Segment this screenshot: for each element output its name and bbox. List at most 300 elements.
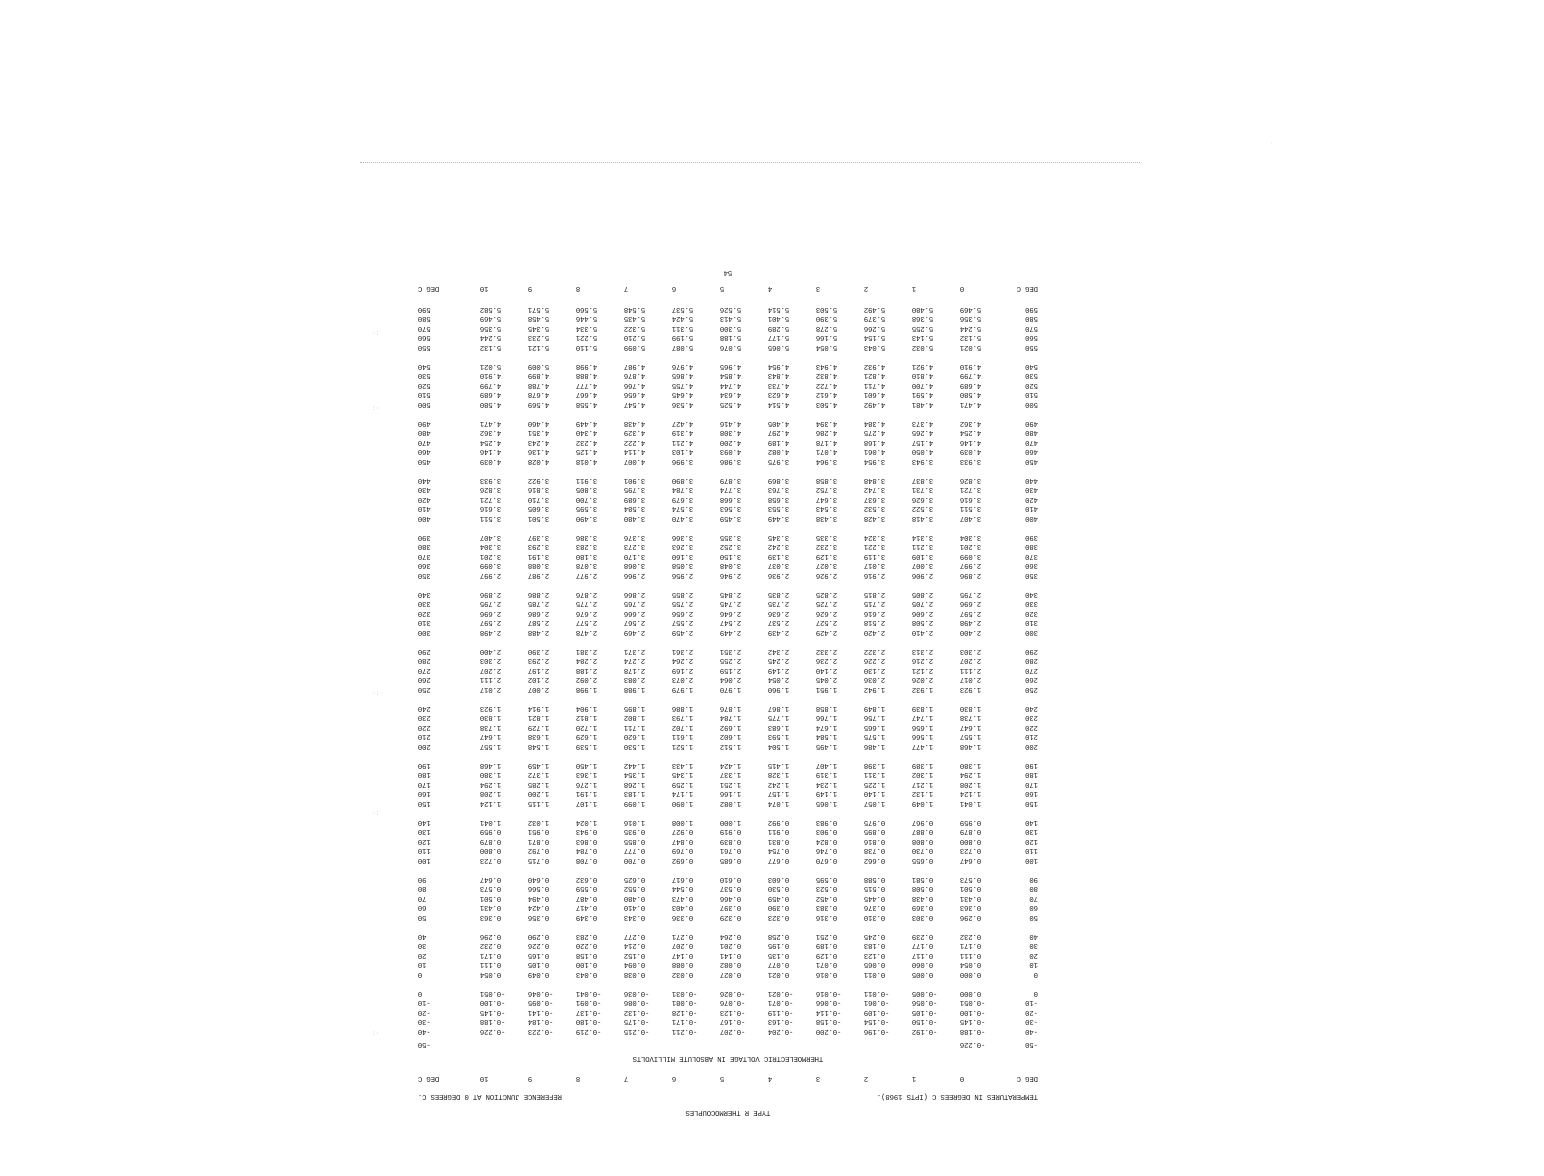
table-cell-6: 1.876 xyxy=(720,704,742,712)
table-cell-7: 1.174 xyxy=(672,789,694,798)
table-row xyxy=(418,770,1038,778)
table-cell-11: 4.362 xyxy=(480,428,502,437)
table-cell-8: 3.170 xyxy=(624,551,646,560)
table-cell-4: 2.045 xyxy=(816,675,838,684)
table-cell-10: -0.095 xyxy=(528,998,554,1007)
table-cell-1: 1.294 xyxy=(960,770,982,779)
table-cell-12: 500 xyxy=(418,399,431,408)
table-cell-2: 2.606 xyxy=(912,608,934,617)
table-cell-5: 1.683 xyxy=(768,722,790,731)
table-cell-1: 3.826 xyxy=(960,476,982,484)
table-cell-9: 4.018 xyxy=(576,456,598,465)
table-cell-0: 200 xyxy=(1025,741,1038,750)
table-row xyxy=(418,780,1038,788)
table-cell-2: 3.418 xyxy=(912,513,934,522)
table-row xyxy=(418,438,1038,446)
table-cell-3: 3.017 xyxy=(864,561,886,570)
table-cell-11: 2.696 xyxy=(480,608,502,617)
table-cell-1: 0.171 xyxy=(960,941,982,950)
table-cell-9: 0.417 xyxy=(576,903,598,912)
table-cell-4: 2.527 xyxy=(816,618,838,627)
table-row xyxy=(418,457,1038,465)
table-cell-10: -0.223 xyxy=(528,1026,554,1035)
table-cell-3: 1.140 xyxy=(864,789,886,798)
table-cell-3: 0.445 xyxy=(864,893,886,902)
table-cell-1: 4.362 xyxy=(960,419,982,427)
table-cell-6: 1.166 xyxy=(720,789,742,798)
table-cell-8: 2.274 xyxy=(624,656,646,665)
table-cell-1: 1.557 xyxy=(960,732,982,741)
table-cell-12: 130 xyxy=(418,827,431,836)
table-cell-12: 70 xyxy=(418,893,427,902)
table-cell-12: -20 xyxy=(418,1007,431,1016)
table-cell-8: 5.548 xyxy=(624,305,646,313)
table-cell-2: 0.808 xyxy=(912,836,934,845)
table-cell-11: 5.356 xyxy=(480,323,502,332)
column-header-10: 9 xyxy=(528,1074,533,1082)
table-cell-12: 100 xyxy=(418,855,431,864)
table-cell-6: 3.986 xyxy=(720,456,742,465)
table-cell-3: 2.130 xyxy=(864,665,886,674)
table-cell-9: 2.775 xyxy=(576,599,598,608)
table-cell-4: -0.016 xyxy=(816,989,842,997)
table-cell-1: 4.689 xyxy=(960,380,982,389)
table-cell-6: 4.744 xyxy=(720,380,742,389)
table-cell-10: 1.459 xyxy=(528,761,550,769)
table-cell-4: -0.200 xyxy=(816,1026,842,1035)
table-cell-6: 1.692 xyxy=(720,722,742,731)
table-cell-4: 0.251 xyxy=(816,932,838,940)
table-cell-3: 0.123 xyxy=(864,950,886,959)
table-cell-0: 440 xyxy=(1025,476,1038,484)
table-cell-2: 0.655 xyxy=(912,855,934,864)
table-cell-0: 460 xyxy=(1025,447,1038,456)
table-cell-12: 260 xyxy=(418,675,431,684)
table-cell-3: 0.065 xyxy=(864,960,886,969)
table-cell-8: 1.620 xyxy=(624,732,646,741)
table-cell-12: 60 xyxy=(418,903,427,912)
table-cell-2: 4.373 xyxy=(912,419,934,427)
table-cell-5: 3.869 xyxy=(768,476,790,484)
table-cell-5: 1.328 xyxy=(768,770,790,779)
table-cell-10: 0.871 xyxy=(528,836,550,845)
table-row xyxy=(418,305,1038,313)
table-row xyxy=(418,504,1038,512)
table-cell-9: 3.700 xyxy=(576,494,598,503)
table-cell-8: 0.410 xyxy=(624,903,646,912)
table-cell-12: 230 xyxy=(418,713,431,722)
table-cell-6: 0.141 xyxy=(720,950,742,959)
table-cell-7: 2.755 xyxy=(672,599,694,608)
table-cell-7: 5.424 xyxy=(672,314,694,323)
table-cell-3: -0.154 xyxy=(864,1017,890,1026)
table-cell-5: 3.037 xyxy=(768,561,790,570)
table-cell-0: 20 xyxy=(1029,950,1038,959)
table-row xyxy=(418,590,1038,598)
table-cell-8: 2.469 xyxy=(624,627,646,636)
table-cell-10: 2.102 xyxy=(528,675,550,684)
table-cell-4: 4.943 xyxy=(816,362,838,370)
table-cell-6: 1.251 xyxy=(720,779,742,788)
table-cell-4: 1.065 xyxy=(816,798,838,807)
table-cell-12: 360 xyxy=(418,561,431,570)
table-cell-9: 4.340 xyxy=(576,428,598,437)
table-cell-1: 0.232 xyxy=(960,932,982,940)
table-cell-10: 0.792 xyxy=(528,846,550,855)
table-cell-0: 320 xyxy=(1025,608,1038,617)
table-cell-11: 2.896 xyxy=(480,590,502,598)
table-cell-0: 180 xyxy=(1025,770,1038,779)
table-cell-7: 2.169 xyxy=(672,665,694,674)
table-cell-2: 0.303 xyxy=(912,912,934,921)
table-cell-12: 540 xyxy=(418,362,431,370)
table-cell-1: 2.795 xyxy=(960,590,982,598)
table-cell-2: 4.481 xyxy=(912,399,934,408)
column-header-row xyxy=(418,1074,1038,1082)
table-cell-8: 4.007 xyxy=(624,456,646,465)
table-cell-12: 120 xyxy=(418,836,431,845)
table-cell-3: 4.061 xyxy=(864,447,886,456)
table-cell-7: 3.058 xyxy=(672,561,694,570)
table-cell-9: 1.191 xyxy=(576,789,598,798)
table-cell-11: 4.471 xyxy=(480,419,502,427)
table-cell-9: 3.490 xyxy=(576,513,598,522)
table-cell-12: 320 xyxy=(418,608,431,617)
table-cell-9: 2.092 xyxy=(576,675,598,684)
table-cell-9: 5.221 xyxy=(576,333,598,342)
table-cell-6: 2.064 xyxy=(720,675,742,684)
table-cell-4: 3.647 xyxy=(816,494,838,503)
table-cell-2: 4.265 xyxy=(912,428,934,437)
column-header-5: 4 xyxy=(768,1074,773,1082)
table-cell-6: 0.537 xyxy=(720,884,742,893)
table-cell-5: 2.636 xyxy=(768,608,790,617)
table-cell-4: 4.286 xyxy=(816,428,838,437)
table-cell-11: 1.380 xyxy=(480,770,502,779)
table-row xyxy=(418,533,1038,541)
table-cell-0: 80 xyxy=(1029,884,1038,893)
table-row xyxy=(418,799,1038,807)
table-row xyxy=(418,314,1038,322)
table-cell-3: -0.011 xyxy=(864,989,890,997)
table-cell-9: 3.595 xyxy=(576,504,598,513)
table-cell-0: 40 xyxy=(1029,932,1038,940)
table-cell-0: 130 xyxy=(1025,827,1038,836)
table-cell-2: 0.730 xyxy=(912,846,934,855)
table-cell-7: 1.008 xyxy=(672,818,694,826)
table-cell-1: 5.244 xyxy=(960,323,982,332)
column-header-bottom-0: DEG C xyxy=(1016,284,1038,292)
table-cell-8: 2.567 xyxy=(624,618,646,627)
table-cell-12: 310 xyxy=(418,618,431,627)
table-row xyxy=(418,837,1038,845)
table-cell-7: 4.645 xyxy=(672,390,694,399)
table-cell-2: -0.056 xyxy=(912,998,938,1007)
table-row xyxy=(418,941,1038,949)
table-cell-1: 3.099 xyxy=(960,551,982,560)
table-row xyxy=(418,827,1038,835)
column-header-bottom-5: 4 xyxy=(768,284,773,292)
table-cell-2: 2.216 xyxy=(912,656,934,665)
table-row xyxy=(418,761,1038,769)
table-cell-0: 60 xyxy=(1029,903,1038,912)
table-cell-0: 450 xyxy=(1025,456,1038,465)
table-cell-0: 570 xyxy=(1025,323,1038,332)
table-cell-3: 0.816 xyxy=(864,836,886,845)
table-cell-2: 4.157 xyxy=(912,437,934,446)
table-cell-5: 4.843 xyxy=(768,371,790,380)
table-cell-10: 1.548 xyxy=(528,741,550,750)
table-cell-8: 4.114 xyxy=(624,447,646,456)
table-row xyxy=(418,599,1038,607)
table-row xyxy=(418,1008,1038,1016)
table-cell-8: 5.322 xyxy=(624,323,646,332)
table-cell-5: -0.071 xyxy=(768,998,794,1007)
table-cell-7: 3.470 xyxy=(672,513,694,522)
table-cell-7: 1.345 xyxy=(672,770,694,779)
table-cell-8: 0.700 xyxy=(624,855,646,864)
table-cell-5: 4.297 xyxy=(768,428,790,437)
table-cell-9: 3.283 xyxy=(576,542,598,551)
table-cell-9: 2.381 xyxy=(576,647,598,655)
table-cell-6: 5.300 xyxy=(720,323,742,332)
column-header-6: 5 xyxy=(720,1074,725,1082)
table-cell-11: 0.363 xyxy=(480,912,502,921)
table-cell-9: -0.091 xyxy=(576,998,602,1007)
table-cell-9: 1.450 xyxy=(576,761,598,769)
table-cell-10: 0.105 xyxy=(528,960,550,969)
table-cell-1: 2.017 xyxy=(960,675,982,684)
table-cell-11: 4.580 xyxy=(480,399,502,408)
table-cell-5: 1.504 xyxy=(768,741,790,750)
table-cell-11: 0.431 xyxy=(480,903,502,912)
table-cell-10: 2.987 xyxy=(528,570,550,579)
table-cell-12: 390 xyxy=(418,533,431,541)
table-cell-4: 2.825 xyxy=(816,590,838,598)
table-cell-11: 4.146 xyxy=(480,447,502,456)
table-cell-12: -40 xyxy=(418,1026,431,1035)
table-cell-12: 440 xyxy=(418,476,431,484)
table-cell-5: 3.975 xyxy=(768,456,790,465)
table-cell-5: 4.623 xyxy=(768,390,790,399)
table-cell-6: -0.026 xyxy=(720,989,746,997)
table-cell-3: 2.322 xyxy=(864,647,886,655)
table-cell-11: -0.226 xyxy=(480,1026,506,1035)
table-cell-6: 5.076 xyxy=(720,342,742,351)
table-cell-5: 2.735 xyxy=(768,599,790,608)
table-cell-11: 1.923 xyxy=(480,704,502,712)
table-cell-8: -0.175 xyxy=(624,1017,650,1026)
table-cell-0: 580 xyxy=(1025,314,1038,323)
table-row xyxy=(418,324,1038,332)
table-cell-12: -30 xyxy=(418,1017,431,1026)
table-cell-1: 2.997 xyxy=(960,561,982,570)
table-cell-7: 5.537 xyxy=(672,305,694,313)
table-cell-12: 180 xyxy=(418,770,431,779)
table-cell-6: 3.668 xyxy=(720,494,742,503)
table-cell-12: 340 xyxy=(418,590,431,598)
table-cell-4: 3.964 xyxy=(816,456,838,465)
table-cell-9: 1.629 xyxy=(576,732,598,741)
table-cell-5: 2.149 xyxy=(768,665,790,674)
table-cell-5: 5.289 xyxy=(768,323,790,332)
table-cell-1: 3.511 xyxy=(960,504,982,513)
table-cell-1: 2.498 xyxy=(960,618,982,627)
table-cell-9: 4.777 xyxy=(576,380,598,389)
table-cell-9: 3.805 xyxy=(576,485,598,494)
table-cell-5: 3.242 xyxy=(768,542,790,551)
table-cell-0: 70 xyxy=(1029,893,1038,902)
table-row xyxy=(418,552,1038,560)
table-cell-12: 40 xyxy=(418,932,427,940)
table-cell-5: 0.135 xyxy=(768,950,790,959)
table-cell-4: 4.722 xyxy=(816,380,838,389)
table-row xyxy=(418,561,1038,569)
column-header-bottom-10: 9 xyxy=(528,284,533,292)
table-cell-1: 0.363 xyxy=(960,903,982,912)
table-cell-2: 0.581 xyxy=(912,875,934,883)
table-cell-1: 4.580 xyxy=(960,390,982,399)
table-cell-11: 0.800 xyxy=(480,846,502,855)
table-cell-8: 1.099 xyxy=(624,798,646,807)
table-cell-3: 3.637 xyxy=(864,494,886,503)
table-cell-5: -0.204 xyxy=(768,1026,794,1035)
table-cell-10: 1.372 xyxy=(528,770,550,779)
table-cell-11: 3.616 xyxy=(480,504,502,513)
table-cell-8: 0.777 xyxy=(624,846,646,855)
table-cell-10: 0.049 xyxy=(528,969,550,978)
table-cell-10: 5.458 xyxy=(528,314,550,323)
table-cell-6: 4.634 xyxy=(720,390,742,399)
table-cell-7: 2.361 xyxy=(672,647,694,655)
table-cell-9: 0.158 xyxy=(576,950,598,959)
table-cell-0: 90 xyxy=(1029,875,1038,883)
table-cell-5: 0.195 xyxy=(768,941,790,950)
table-cell-11: -0.100 xyxy=(480,998,506,1007)
table-cell-3: 2.420 xyxy=(864,627,886,636)
table-cell-11: 2.111 xyxy=(480,675,502,684)
table-cell-12: 570 xyxy=(418,323,431,332)
table-cell-4: 2.725 xyxy=(816,599,838,608)
column-header-bottom-1: 0 xyxy=(960,284,965,292)
table-cell-0: 250 xyxy=(1025,684,1038,693)
table-cell-2: -0.005 xyxy=(912,989,938,997)
table-cell-8: 5.210 xyxy=(624,333,646,342)
table-cell-11: 1.830 xyxy=(480,713,502,722)
table-cell-9: 0.349 xyxy=(576,912,598,921)
table-cell-10: 2.686 xyxy=(528,608,550,617)
table-cell-9: 5.446 xyxy=(576,314,598,323)
table-cell-11: 1.647 xyxy=(480,732,502,741)
table-cell-1: 2.207 xyxy=(960,656,982,665)
table-cell-0: 480 xyxy=(1025,428,1038,437)
table-cell-10: 4.351 xyxy=(528,428,550,437)
table-cell-11: 3.201 xyxy=(480,551,502,560)
table-cell-0: 50 xyxy=(1029,912,1038,921)
table-cell-11: 0.879 xyxy=(480,836,502,845)
table-cell-12: 140 xyxy=(418,818,431,826)
table-cell-4: 5.166 xyxy=(816,333,838,342)
table-cell-1: 3.721 xyxy=(960,485,982,494)
table-cell-12: -10 xyxy=(418,998,431,1007)
table-cell-10: 3.293 xyxy=(528,542,550,551)
table-cell-2: 1.839 xyxy=(912,704,934,712)
table-cell-1: 3.201 xyxy=(960,542,982,551)
table-cell-8: 0.094 xyxy=(624,960,646,969)
table-cell-12: 210 xyxy=(418,732,431,741)
table-cell-10: 5.345 xyxy=(528,323,550,332)
table-cell-12: 150 xyxy=(418,798,431,807)
table-cell-8: 0.480 xyxy=(624,893,646,902)
table-cell-6: 0.685 xyxy=(720,855,742,864)
table-cell-7: -0.031 xyxy=(672,989,698,997)
table-cell-6: 3.355 xyxy=(720,533,742,541)
table-cell-12: 460 xyxy=(418,447,431,456)
table-cell-2: 0.117 xyxy=(912,950,934,959)
table-cell-9: 4.888 xyxy=(576,371,598,380)
table-cell-3: 1.849 xyxy=(864,704,886,712)
table-cell-8: 2.371 xyxy=(624,647,646,655)
table-cell-7: 0.847 xyxy=(672,836,694,845)
table-cell-9: -0.180 xyxy=(576,1017,602,1026)
table-cell-11: 4.799 xyxy=(480,380,502,389)
table-cell-7: 0.088 xyxy=(672,960,694,969)
table-cell-2: 1.747 xyxy=(912,713,934,722)
table-cell-4: 0.595 xyxy=(816,875,838,883)
table-cell-3: 0.310 xyxy=(864,912,886,921)
table-cell-0: 140 xyxy=(1025,818,1038,826)
table-cell-12: 90 xyxy=(418,875,427,883)
table-cell-6: -0.123 xyxy=(720,1007,746,1016)
table-cell-11: 0.959 xyxy=(480,827,502,836)
table-cell-12: 410 xyxy=(418,504,431,513)
table-cell-5: 3.763 xyxy=(768,485,790,494)
table-cell-9: 2.977 xyxy=(576,570,598,579)
table-cell-11: 3.826 xyxy=(480,485,502,494)
table-cell-11: 5.582 xyxy=(480,305,502,313)
table-cell-5: 0.323 xyxy=(768,912,790,921)
table-cell-3: 1.311 xyxy=(864,770,886,779)
table-cell-2: 2.026 xyxy=(912,675,934,684)
table-cell-10: 0.356 xyxy=(528,912,550,921)
table-cell-3: 1.486 xyxy=(864,741,886,750)
table-row xyxy=(418,609,1038,617)
table-cell-4: 2.626 xyxy=(816,608,838,617)
table-row xyxy=(418,571,1038,579)
table-cell-12: -50 xyxy=(418,1040,431,1048)
table-cell-5: 0.390 xyxy=(768,903,790,912)
table-cell-11: 0.573 xyxy=(480,884,502,893)
table-cell-0: 410 xyxy=(1025,504,1038,513)
table-cell-6: 3.150 xyxy=(720,551,742,560)
table-cell-12: 530 xyxy=(418,371,431,380)
table-cell-7: 0.692 xyxy=(672,855,694,864)
table-cell-8: 1.895 xyxy=(624,704,646,712)
table-cell-9: 4.998 xyxy=(576,362,598,370)
table-cell-3: 1.225 xyxy=(864,779,886,788)
table-cell-7: 0.147 xyxy=(672,950,694,959)
table-cell-1: 1.041 xyxy=(960,798,982,807)
table-cell-1: 2.111 xyxy=(960,665,982,674)
table-cell-3: 3.324 xyxy=(864,533,886,541)
table-cell-12: 30 xyxy=(418,941,427,950)
table-cell-10: -0.141 xyxy=(528,1007,554,1016)
table-cell-5: 1.593 xyxy=(768,732,790,741)
table-cell-5: 2.054 xyxy=(768,675,790,684)
table-cell-8: 1.016 xyxy=(624,818,646,826)
table-cell-4: 4.071 xyxy=(816,447,838,456)
table-cell-10: 4.243 xyxy=(528,437,550,446)
